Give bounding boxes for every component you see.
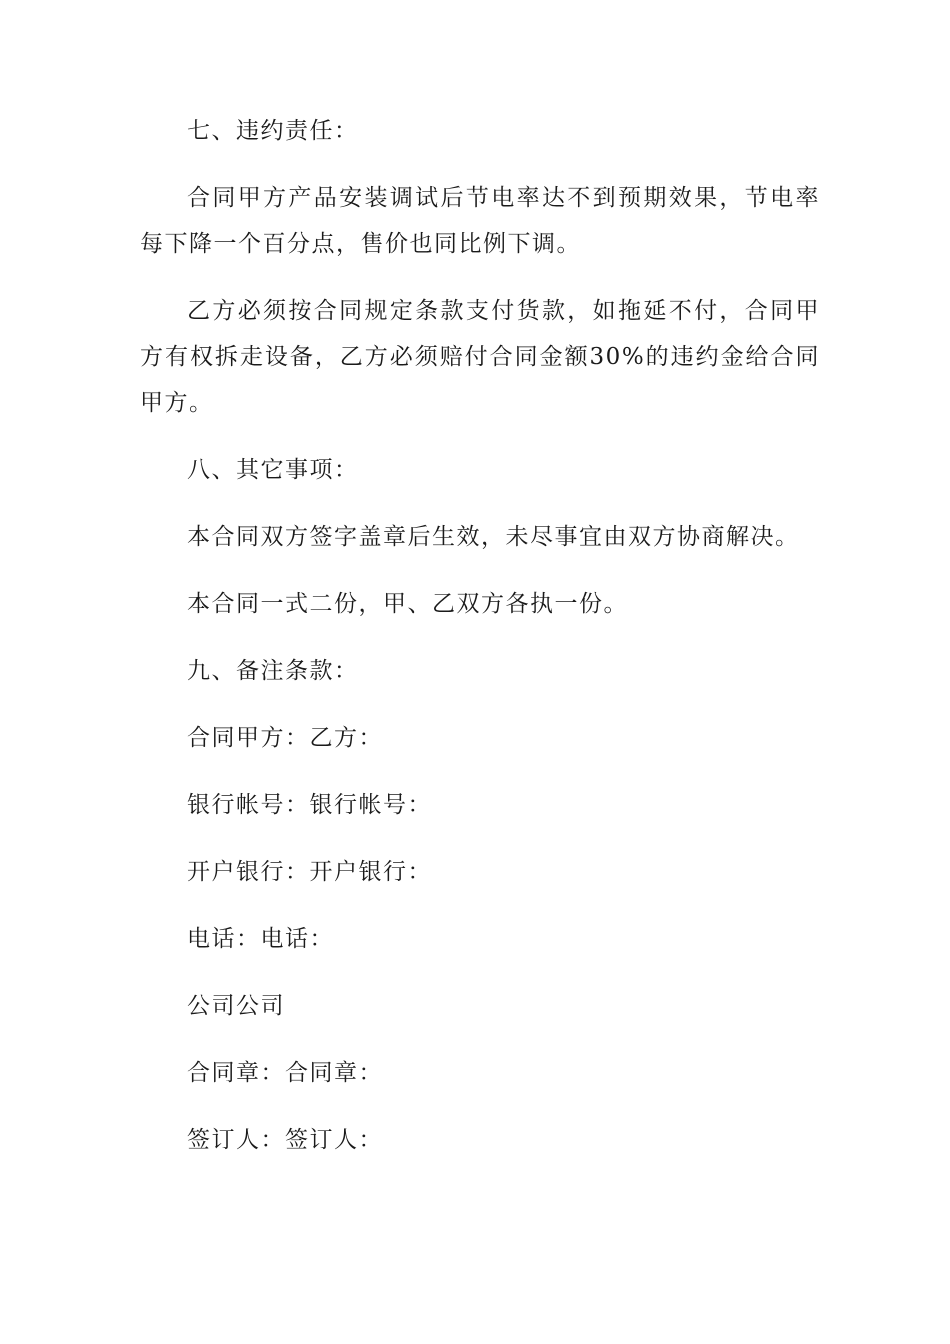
field-phone: 电话：电话： [187,926,334,952]
paragraph-effectiveness-clause: 本合同双方签字盖章后生效，未尽事宜由双方协商解决。 [187,524,800,550]
section-heading-remarks: 九、备注条款： [187,658,359,684]
field-contract-seal: 合同章：合同章： [187,1060,383,1086]
section-heading-other-matters: 八、其它事项： [187,457,359,483]
paragraph-energy-saving-clause: 合同甲方产品安装调试后节电率达不到预期效果，节电率每下降一个百分点，售价也同比例下调。 [140,185,820,257]
field-opening-bank: 开户银行：开户银行： [187,859,432,885]
paragraph-copies-clause: 本合同一式二份，甲、乙双方各执一份。 [187,591,628,617]
field-party-names: 合同甲方：乙方： [187,725,383,751]
paragraph-payment-penalty-clause: 乙方必须按合同规定条款支付货款，如拖延不付，合同甲方有权拆走设备，乙方必须赔付合同金额30%的违约金给合同甲方。 [140,298,820,416]
field-signatory: 签订人：签订人： [187,1127,383,1153]
field-bank-account: 银行帐号：银行帐号： [187,792,432,818]
document-body [140,108,820,1184]
section-heading-breach-liability: 七、违约责任： [187,118,359,144]
field-company: 公司公司 [187,993,285,1019]
